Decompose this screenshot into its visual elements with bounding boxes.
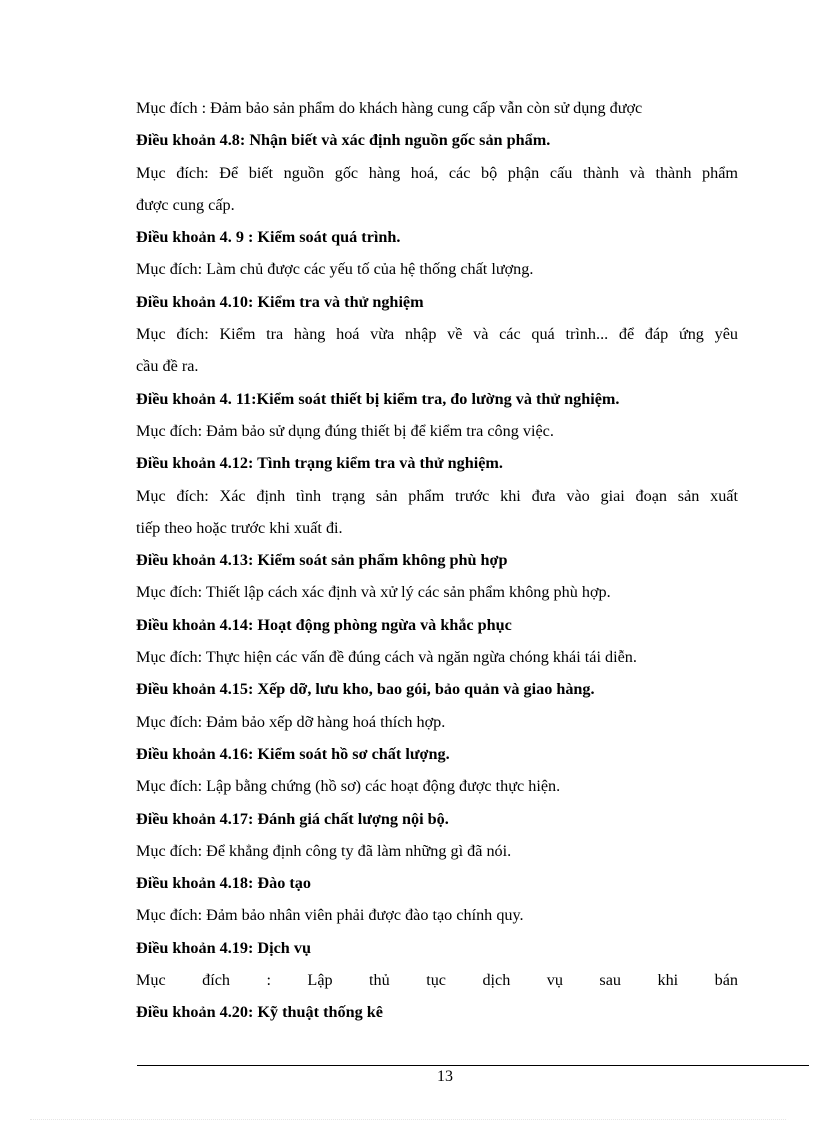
clause-heading: Điều khoản 4.8: Nhận biết và xác định nguồn gốc sản phẩm.: [136, 131, 551, 150]
clause-heading: Điều khoản 4. 11:Kiểm soát thiết bị kiểm tra, đo lường và thử nghiệm.: [136, 389, 620, 408]
clause-heading: Điều khoản 4.20: Kỹ thuật thống kê: [136, 1003, 383, 1022]
clause-purpose-text: Mục đích: Làm chủ được các yếu tố của hệ thống chất lượng.: [136, 260, 534, 279]
clause-heading: Điều khoản 4.17: Đánh giá chất lượng nội bộ.: [136, 809, 449, 828]
clause-heading: Điều khoản 4.15: Xếp dỡ, lưu kho, bao gói, bảo quản và giao hàng.: [136, 680, 595, 699]
clause-purpose-text: được cung cấp.: [136, 195, 235, 214]
page-bottom-edge: [30, 1119, 786, 1120]
clause-purpose-text: Mục đích: Để khẳng định công ty đã làm những gì đã nói.: [136, 841, 512, 860]
clause-heading: Điều khoản 4.12: Tình trạng kiểm tra và thử nghiệm.: [136, 454, 503, 473]
clause-purpose-text: tiếp theo hoặc trước khi xuất đi.: [136, 518, 343, 537]
clause-purpose-text: Mục đích: Kiểm tra hàng hoá vừa nhập về và các quá trình... để đáp ứng yêu: [136, 325, 738, 344]
clause-purpose-text: Mục đích : Đảm bảo sản phẩm do khách hàng cung cấp vẫn còn sử dụng được: [136, 99, 643, 117]
clause-heading: Điều khoản 4.16: Kiểm soát hồ sơ chất lượng.: [136, 744, 450, 763]
document-body: [136, 92, 738, 1029]
clause-heading: Điều khoản 4.18: Đào tạo: [136, 874, 311, 893]
clause-heading: Điều khoản 4. 9 : Kiểm soát quá trình.: [136, 228, 401, 247]
clause-heading: Điều khoản 4.14: Hoạt động phòng ngừa và khắc phục: [136, 615, 512, 634]
clause-purpose-text: Mục đích: Đảm bảo xếp dỡ hàng hoá thích hợp.: [136, 712, 446, 731]
clause-purpose-text: Mục đích: Đảm bảo sử dụng đúng thiết bị để kiểm tra công việc.: [136, 421, 554, 440]
clause-purpose-text: Mục đích: Thiết lập cách xác định và xử lý các sản phẩm không phù hợp.: [136, 583, 611, 602]
clause-purpose-text: Mục đích: Thực hiện các vấn đề đúng cách và ngăn ngừa chóng khái tái diễn.: [136, 648, 637, 667]
clause-purpose-text: Mục đích: Để biết nguồn gốc hàng hoá, các bộ phận cấu thành và thành phẩm: [136, 163, 738, 182]
clause-purpose-text: cầu đề ra.: [136, 357, 199, 376]
page-number: 13: [437, 1068, 453, 1085]
clause-heading: Điều khoản 4.13: Kiểm soát sản phẩm không phù hợp: [136, 551, 508, 570]
clause-purpose-text: Mục đích: Lập bằng chứng (hồ sơ) các hoạt động được thực hiện.: [136, 777, 561, 796]
clause-purpose-text: Mục đích: Xác định tình trạng sản phẩm trước khi đưa vào giai đoạn sản xuất: [136, 486, 738, 505]
clause-heading: Điều khoản 4.19: Dịch vụ: [136, 938, 311, 957]
clause-purpose-text: Mục đích : Lập thủ tục dịch vụ sau khi bán: [136, 971, 738, 990]
clause-heading: Điều khoản 4.10: Kiểm tra và thử nghiệm: [136, 292, 424, 311]
footer-rule: [137, 1065, 809, 1066]
clause-purpose-text: Mục đích: Đảm bảo nhân viên phải được đào tạo chính quy.: [136, 906, 524, 925]
